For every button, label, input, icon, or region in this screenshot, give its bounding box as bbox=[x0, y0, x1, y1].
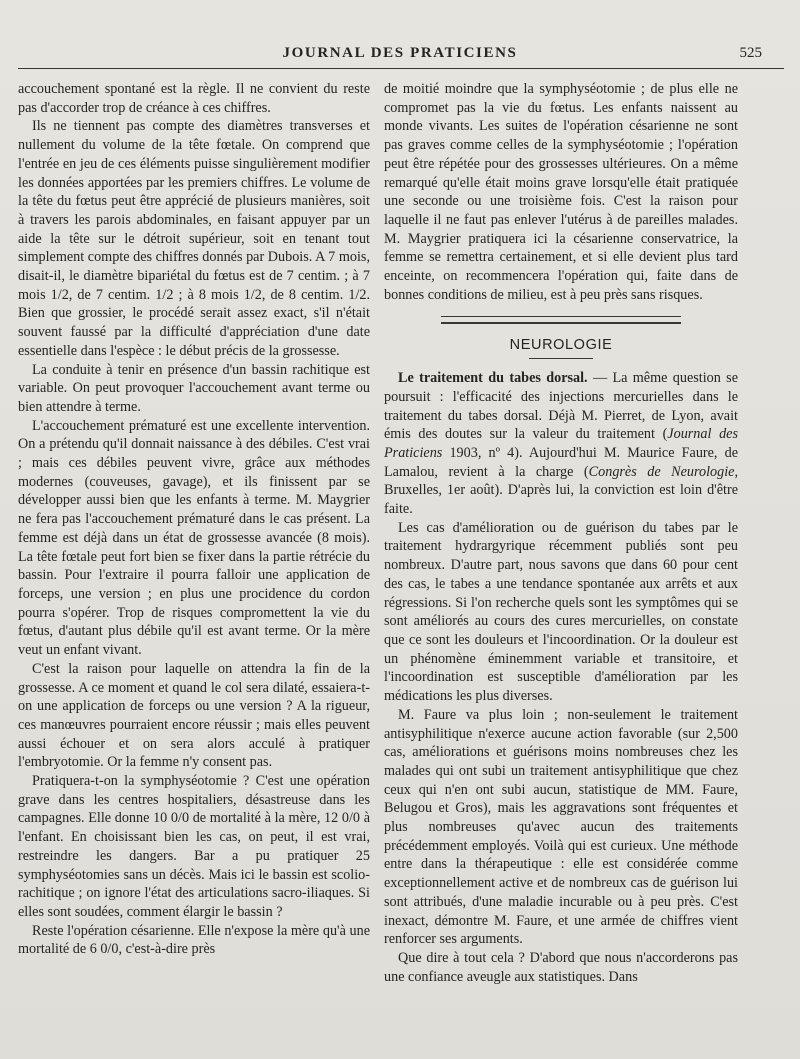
paragraph: Que dire à tout cela ? D'abord que nous n'accorderons pas une confiance aveugle aux statistiques. Dans bbox=[384, 949, 738, 985]
article-lead-paragraph bbox=[384, 369, 738, 519]
paragraph: Pratiquera-t-on la symphyséotomie ? C'est une opération grave dans les centres hospitaliers, désastreuse dans les campagnes. Elle donne 10 0/0 de mortalité à la mère, 12 0/0 à l'enfant. En choisissant bien les cas, on peut, il est vrai, restreindre les dangers. Bar a pu pratiquer 25 symphyséotomies sans un décès. Mais ici le bassin est scolio-rachitique ; on ignore l'état des articulations sacro-iliaques. Si elles sont soudées, comment élargir le bassin ? bbox=[18, 773, 370, 920]
paragraph-text: — La même question se poursuit : l'efficacité des injections mercurielles dans le traitement du tabes dorsal. Déjà M. Pierret, de Lyon, avait émis des doutes sur la valeur du traitement ( bbox=[384, 370, 738, 443]
paragraph: accouchement spontané est la règle. Il ne convient du reste pas d'accorder trop de créance à ces chiffres. bbox=[18, 81, 370, 116]
page-number: 525 bbox=[739, 45, 762, 61]
citation: Congrès de Neurologie bbox=[588, 463, 735, 480]
article-heading: Le traitement du tabes dorsal. bbox=[398, 370, 588, 387]
journal-title: JOURNAL DES PRATICIENS bbox=[282, 45, 518, 61]
page-header bbox=[0, 42, 800, 66]
header-rule bbox=[18, 68, 784, 69]
paragraph: Reste l'opération césarienne. Elle n'expose la mère qu'à une mortalité de 6 0/0, c'est-à-dire près bbox=[18, 922, 370, 958]
paragraph: Ils ne tiennent pas compte des diamètres transverses et nullement du volume de la tête fœtale. On comprend que l'entrée en jeu de ces éléments puisse singulièrement modifier les données apportées par les premiers chiffres. Le volume de la tête du fœtus peut être apprécié de plusieurs manières, soit à travers les parois abdominales, en faisant appuyer par un aide la tête sur le détroit supérieur, soit en tenant tout simplement compte des chiffres donnés par Dubois. A 7 mois, disait-il, le diamètre bipariétal du fœtus est de 7 centim. ; à 7 mois 1/2, de 7 centim. 1/2 ; à 8 mois 1/2, de 8 centim. 1/2. Bien que grossier, le procédé serait assez exact, s'il n'était souvent faussé par la difficulté d'appréciation d'une date essentielle dans l'espèce : le début précis de la grossesse. bbox=[18, 118, 370, 359]
left-column bbox=[18, 80, 370, 959]
paragraph: de moitié moindre que la symphyséotomie ; de plus elle ne compromet pas la vie du fœtus. Les enfants naissent au monde vivants. Les suites de l'opération césarienne ne sont pas graves comme celles de la symphyséotomie ; l'opération peut être répétée pour des grossesses ultérieures. On a même remarqué qu'elle était moins grave lorsqu'elle était pratiquée une seconde ou une troisième fois. C'est la raison pour laquelle il ne faut pas enlever l'utérus à de pareilles malades. M. Maygrier pratiquera ici la césarienne conservatrice, la femme se remettra certainement, et si elle devient plus tard enceinte, on recommencera l'opération qui, faite dans de bonnes conditions de milieu, est à peu près sans risques. bbox=[384, 81, 738, 303]
section-title-rule bbox=[529, 358, 593, 359]
paragraph-text: , Bruxelles, 1er août). D'après lui, la conviction est loin d'être faite. bbox=[384, 463, 738, 518]
paragraph: L'accouchement prématuré est une excellente intervention. On a prétendu qu'il donnait naissance à des débiles. C'est vrai ; mais ces débiles peuvent vivre, grâce aux méthodes modernes (couveuses, gavage), et ils finissent par se développer aussi bien que les enfants à terme. M. Maygrier ne fera pas l'accouchement prématuré dans le cas présent. La femme est déjà dans un état de grossesse avancée (8 mois). La tête fœtale peut fort bien se fixer dans la partie rétrécie du bassin. Pour l'extraire il pourra falloir une application de forceps, une version ; en plus une procidence du cordon pourra s'opérer. Trop de risques compromettent la vie du fœtus, d'autant plus débile qu'il est avant terme. Or la mère veut un enfant vivant. bbox=[18, 417, 370, 659]
section-title: NEUROLOGIE bbox=[509, 337, 613, 354]
paragraph: La conduite à tenir en présence d'un bassin rachitique est variable. On peut provoquer l'accouchement avant terme ou bien attendre à terme. bbox=[18, 361, 370, 415]
right-column bbox=[384, 80, 738, 986]
citation: Journal des Praticiens bbox=[384, 426, 738, 461]
paragraph: C'est la raison pour laquelle on attendra la fin de la grossesse. A ce moment et quand le col sera dilaté, essaiera-t-on une application de forceps ou une version ? A la rigueur, ces manœuvres pourraient encore réussir ; mais elles peuvent aussi échouer et on sera alors acculé à pratiquer l'embryotomie. Or la femme n'y consent pas. bbox=[18, 660, 370, 771]
paragraph-text: 1903, nº 4). Aujourd'hui M. Maurice Faure, de Lamalou, revient à la charge ( bbox=[384, 444, 738, 480]
paragraph: M. Faure va plus loin ; non-seulement le traitement antisyphilitique n'exerce aucune action favorable (sur 2,500 cas, améliorations et guérisons moins nombreuses chez les malades qui ont subi un traitement antisyphilitique que chez ceux qui n'en ont subi aucun, statistique de MM. Faure, Belugou et Gros), mais les aggravations sont fréquentes et plus nombreuses qu'avec aucun des traitements précédemment employés. Voilà qui est curieux. Une méthode entre dans la thérapeutique : elle est considérée comme exceptionnellement active et de nombreux cas de guérison lui sont attribués, d'une maladie incurable ou à peu près. C'est inexact, démontre M. Faure, et une armée de chiffres vient renforcer ses arguments. bbox=[384, 706, 738, 948]
paragraph: Les cas d'amélioration ou de guérison du tabes par le traitement hydrargyrique récemment publiés sont peu nombreux. D'autre part, nous savons que dans 60 pour cent des cas, le tabes a une tendance spontanée aux arrêts et aux régressions. Si l'on recherche quels sont les symptômes qui se sont améliorés au cours des cures mercurielles, on constate que ce sont les douleurs et l'incoordination. Or la douleur est un phénomène éminemment variable et transitoire, et l'incoordination est susceptible d'amélioration par les médications les plus diverses. bbox=[384, 519, 738, 705]
section-separator bbox=[441, 316, 681, 324]
